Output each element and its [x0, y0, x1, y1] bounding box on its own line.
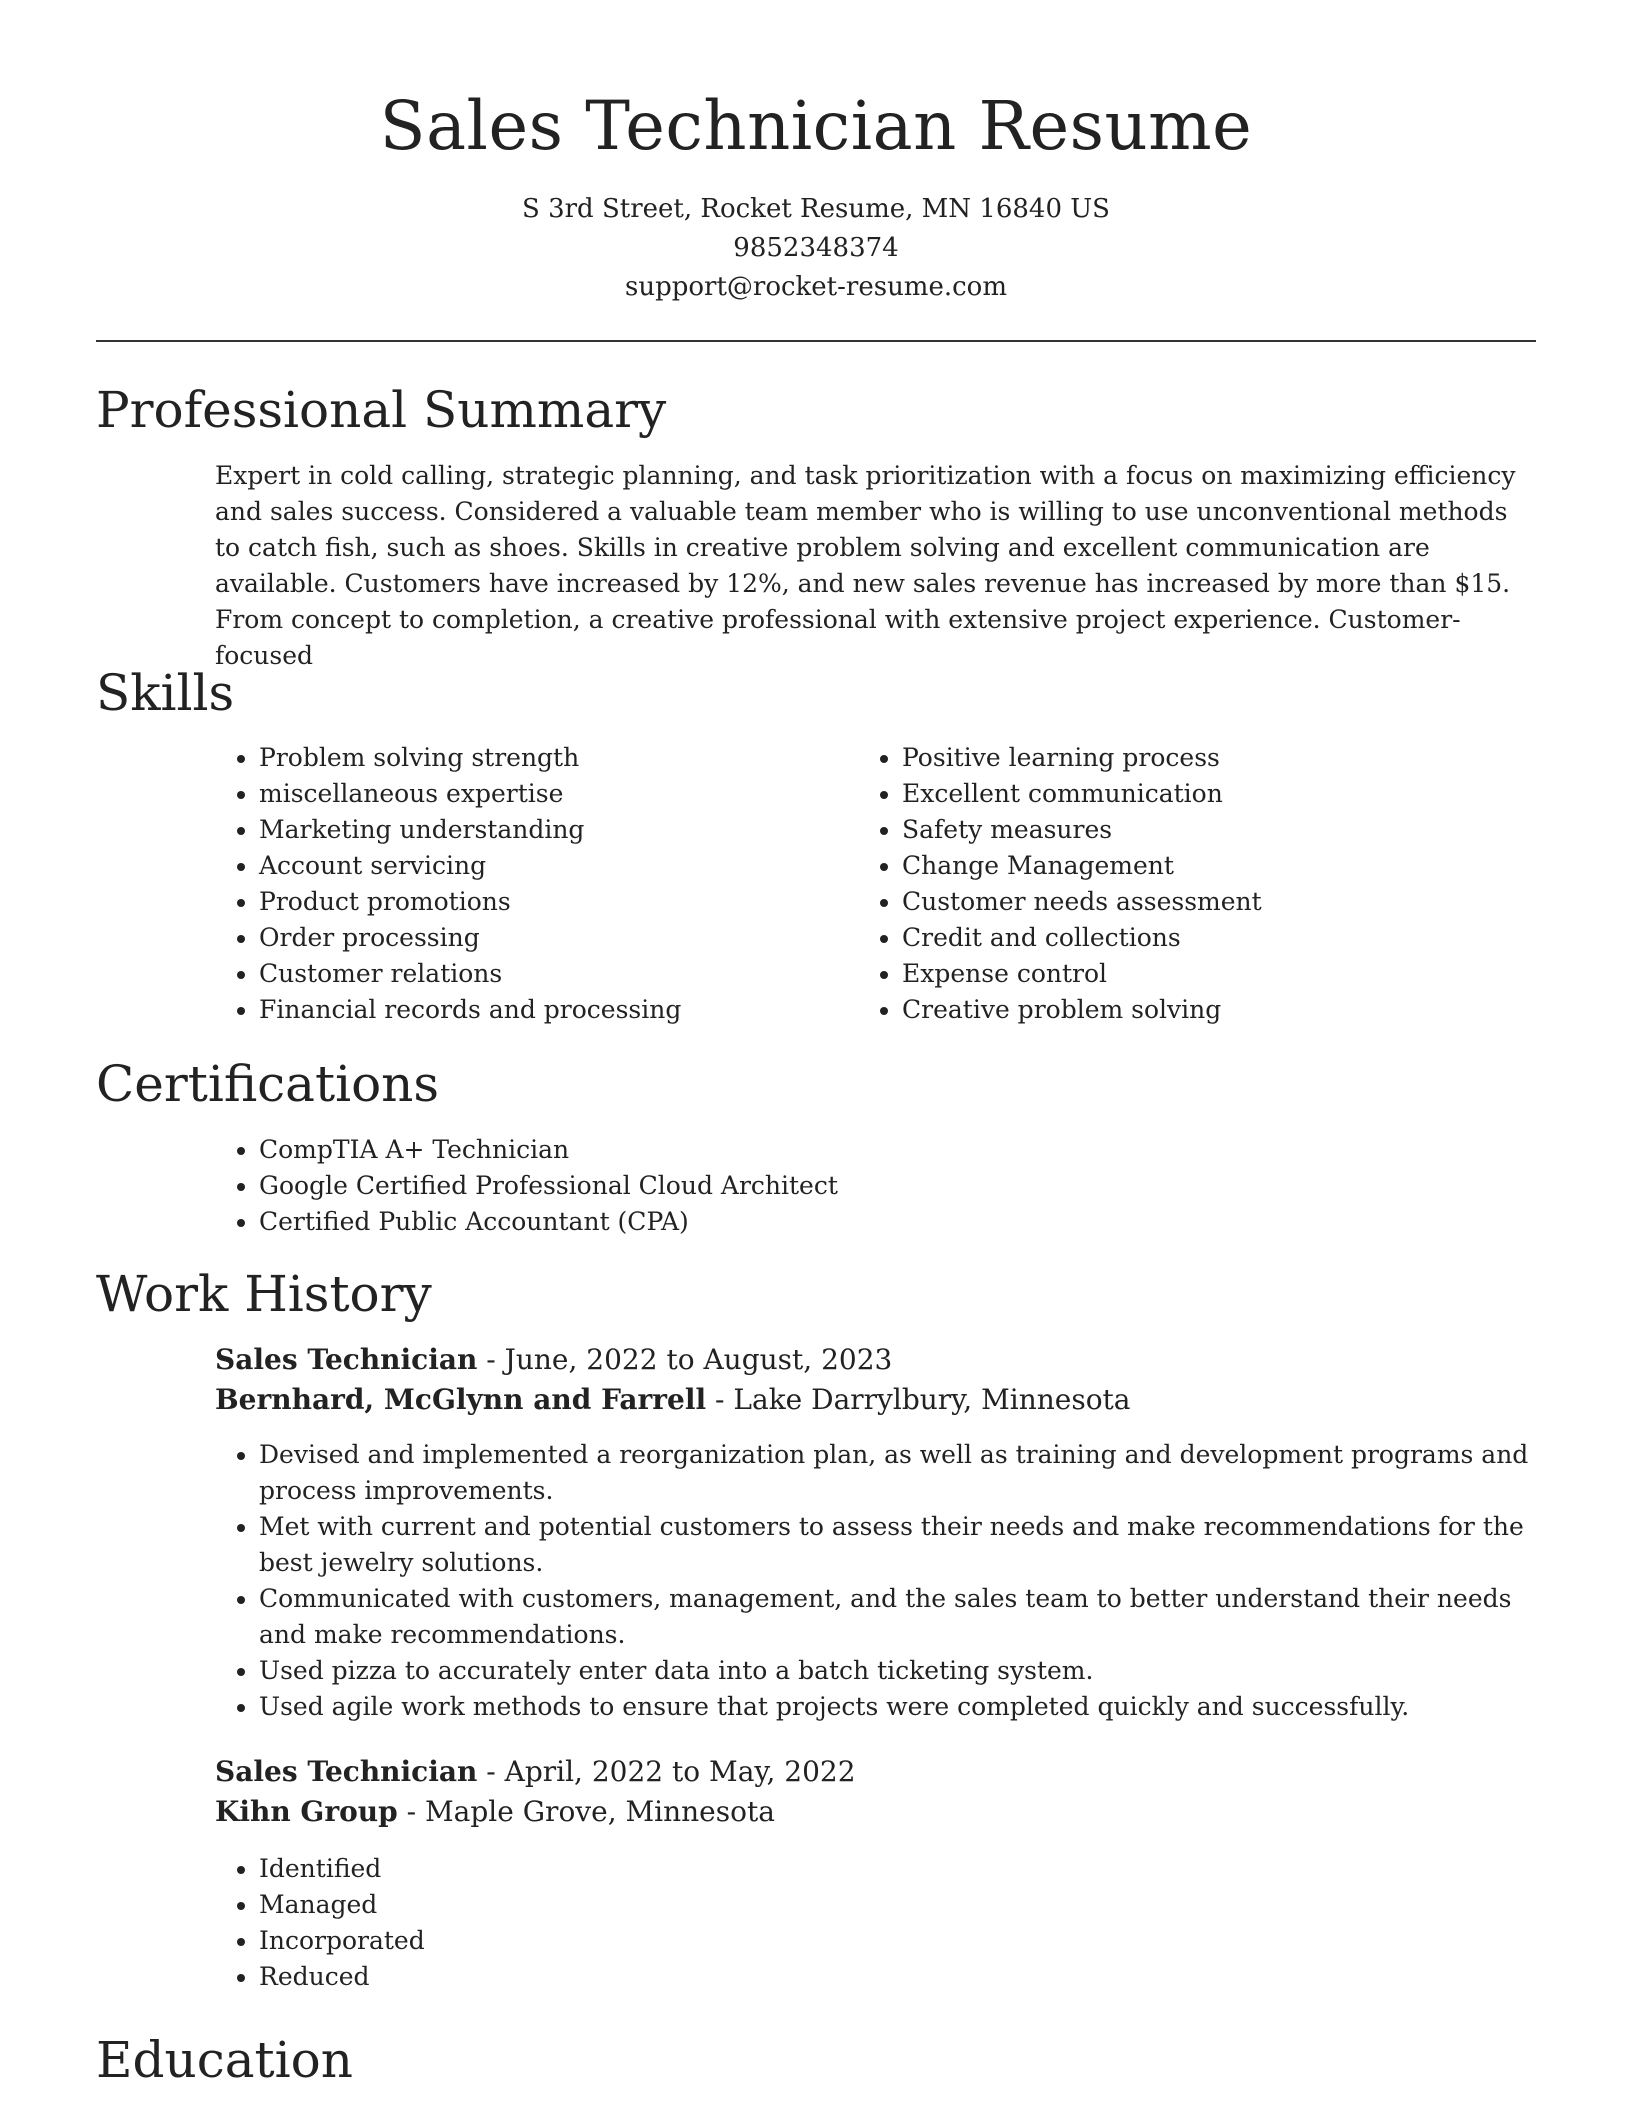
skill-item: • miscellaneous expertise [259, 776, 855, 812]
job-title-line [215, 1752, 1540, 1792]
skill-item: • Product promotions [259, 884, 855, 920]
skill-item: • Customer needs assessment [902, 884, 1498, 920]
resume-header [0, 84, 1632, 307]
education-heading: Education [96, 2031, 353, 2089]
job-company: Kihn Group [215, 1795, 398, 1828]
job-bullet: • Communicated with customers, management, and the sales team to better understand their needs and make recommendations. [259, 1581, 1535, 1653]
job-bullet: • Identified [259, 1851, 1535, 1887]
skill-item: • Account servicing [259, 848, 855, 884]
job-bullet: • Devised and implemented a reorganization plan, as well as training and development programs and process improvements. [259, 1437, 1535, 1509]
skill-item: • Customer relations [259, 956, 855, 992]
skill-item: • Order processing [259, 920, 855, 956]
job-title: Sales Technician [215, 1343, 478, 1376]
skills-left-column [215, 740, 855, 1028]
job-bullets [215, 1437, 1535, 1725]
job-entry [215, 1752, 1540, 1832]
skills-heading: Skills [96, 664, 235, 722]
skill-item: • Change Management [902, 848, 1498, 884]
job-bullet: • Managed [259, 1887, 1535, 1923]
job-location: - Maple Grove, Minnesota [397, 1795, 775, 1828]
skill-item: • Problem solving strength [259, 740, 855, 776]
job-bullet: • Incorporated [259, 1923, 1535, 1959]
skill-item: • Excellent communication [902, 776, 1498, 812]
certifications-list [215, 1132, 1535, 1240]
job-dates: - April, 2022 to May, 2022 [477, 1755, 856, 1788]
skill-item: • Marketing understanding [259, 812, 855, 848]
job-dates: - June, 2022 to August, 2023 [477, 1343, 893, 1376]
work-history-heading: Work History [96, 1265, 432, 1323]
job-company-line [215, 1792, 1540, 1832]
contact-phone: 9852348374 [733, 233, 899, 263]
resume-title: Sales Technician Resume [379, 87, 1253, 165]
job-location: - Lake Darrylbury, Minnesota [706, 1383, 1131, 1416]
job-bullet: • Used agile work methods to ensure that projects were completed quickly and successfully. [259, 1689, 1535, 1725]
job-company: Bernhard, McGlynn and Farrell [215, 1383, 707, 1416]
job-company-line [215, 1380, 1540, 1420]
certification-item: • CompTIA A+ Technician [259, 1132, 1535, 1168]
skill-item: • Safety measures [902, 812, 1498, 848]
certification-item: • Certified Public Accountant (CPA) [259, 1204, 1535, 1240]
summary-text: Expert in cold calling, strategic planning, and task prioritization with a focus on maximizing efficiency and sales success. Considered a valuable team member who is willing to use unconventional methods to catch fish, such as shoes. Skills in creative problem solving and excellent communication are available. Customers have increased by 12%, and new sales revenue has increased by more than $15. From concept to completion, a creative professional with extensive project experience. Customer-focused [215, 461, 1516, 670]
skill-item: • Positive learning process [902, 740, 1498, 776]
job-bullets [215, 1851, 1535, 1995]
job-bullet: • Met with current and potential customers to assess their needs and make recommendations for the best jewelry solutions. [259, 1509, 1535, 1581]
contact-address: S 3rd Street, Rocket Resume, MN 16840 US [522, 194, 1110, 224]
job-bullet: • Reduced [259, 1959, 1535, 1995]
header-divider [96, 340, 1536, 342]
certification-item: • Google Certified Professional Cloud Architect [259, 1168, 1535, 1204]
skill-item: • Financial records and processing [259, 992, 855, 1028]
job-title: Sales Technician [215, 1755, 478, 1788]
skills-right-column [858, 740, 1498, 1028]
contact-email: support@rocket-resume.com [624, 272, 1007, 302]
skill-item: • Expense control [902, 956, 1498, 992]
certifications-heading: Certifications [96, 1055, 440, 1113]
job-entry [215, 1340, 1540, 1420]
skill-item: • Creative problem solving [902, 992, 1498, 1028]
summary-heading: Professional Summary [96, 381, 667, 439]
job-title-line [215, 1340, 1540, 1380]
skill-item: • Credit and collections [902, 920, 1498, 956]
job-bullet: • Used pizza to accurately enter data into a batch ticketing system. [259, 1653, 1535, 1689]
